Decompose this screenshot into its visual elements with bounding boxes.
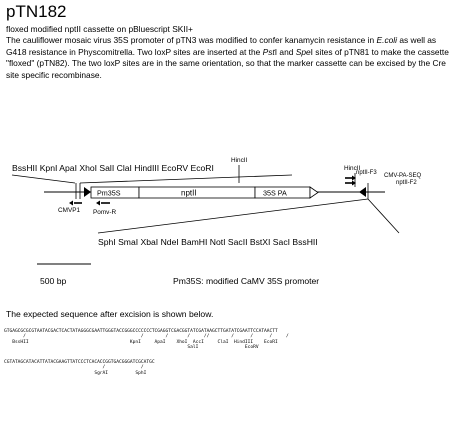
- primer-nptii-f3-label: nptII-F3: [356, 170, 377, 176]
- loxp-right-icon: [359, 187, 366, 197]
- loxp-left-icon: [84, 187, 91, 197]
- bottom-connector-right: [368, 199, 399, 233]
- hincII-top-label: HincII: [231, 157, 248, 164]
- sequence-line: CGTATAGCATACATTATACGAAGTTATCCCTCACACCGGTGACGGGATCGCATGC: [4, 359, 155, 365]
- page-title: pTN182: [6, 2, 67, 21]
- site-label-line: SalI EcoRV: [4, 345, 259, 351]
- top-connector-right: [80, 175, 292, 183]
- top-connector-left: [12, 175, 75, 183]
- segment-nptii-label: nptII: [181, 188, 197, 198]
- bottom-restriction-sites: SphI SmaI XbaI NdeI BamHI NotI SacII BstXI SacI BssHII: [98, 237, 318, 247]
- promoter-note: Pm35S: modified CaMV 35S promoter: [173, 276, 320, 286]
- description-subtitle: floxed modified nptII cassette on pBluescript SKII+: [6, 24, 193, 34]
- sequence-note: The expected sequence after excision is shown below.: [6, 309, 214, 319]
- primer-nptii-f2-label: nptII-F2: [396, 180, 417, 186]
- site-marker-line: / / / / // / / / /: [4, 334, 289, 340]
- hincII-right-label: HincII: [344, 165, 361, 172]
- segment-nptii: [139, 187, 255, 198]
- site-marker-line: / /: [4, 365, 144, 371]
- primer-pomv-r-label: Pomv-R: [93, 209, 117, 216]
- site-label-line: SgrAI SphI: [4, 370, 147, 376]
- cmvp1-arrow-icon: [69, 201, 73, 206]
- description-body: The cauliflower mosaic virus 35S promoter of pTN3 was modified to confer kanamycin resistance in E.coli as well as G418 resistance in Physcomitrella. Two loxP sites are inserted at the PstI and SpeI sites of pTN81 to make the cassette "floxed" (pTN82). The two loxP sites are in the same orientation, so that the marker cassette can be excised by the Cre site specific recombinase.: [6, 35, 449, 80]
- sequence-line: GTGAGCGCGCGTAATACGACTCACTATAGGGCGAATTGGGTACCGGGCCCCCCCTCGAGGTCGACGGTATCGATAAGCTTGATATCGAATTCCATAACTT: [4, 328, 278, 334]
- segment-pm35s-label: Pm35S: [97, 188, 121, 198]
- scale-bar-label: 500 bp: [40, 276, 67, 286]
- top-restriction-sites: BssHII KpnI ApaI XhoI SalI ClaI HindIII EcoRV EcoRI: [12, 163, 214, 173]
- segment-35s-pa-label: 35S PA: [263, 188, 287, 198]
- sequence-block-2: [4, 354, 155, 382]
- segment-arrowhead: [310, 187, 318, 198]
- pomv-r-arrow-icon: [96, 201, 100, 206]
- primer-cmv-pa-seq-label: CMV-PA-SEQ: [384, 173, 422, 179]
- sequence-block-1: [4, 323, 289, 357]
- site-label-line: BssHII KpnI ApaI XhoI AccI ClaI HindIII EcoRI: [4, 339, 278, 345]
- bottom-connector-left: [98, 199, 368, 233]
- primer-cmvp1-label: CMVP1: [58, 207, 81, 214]
